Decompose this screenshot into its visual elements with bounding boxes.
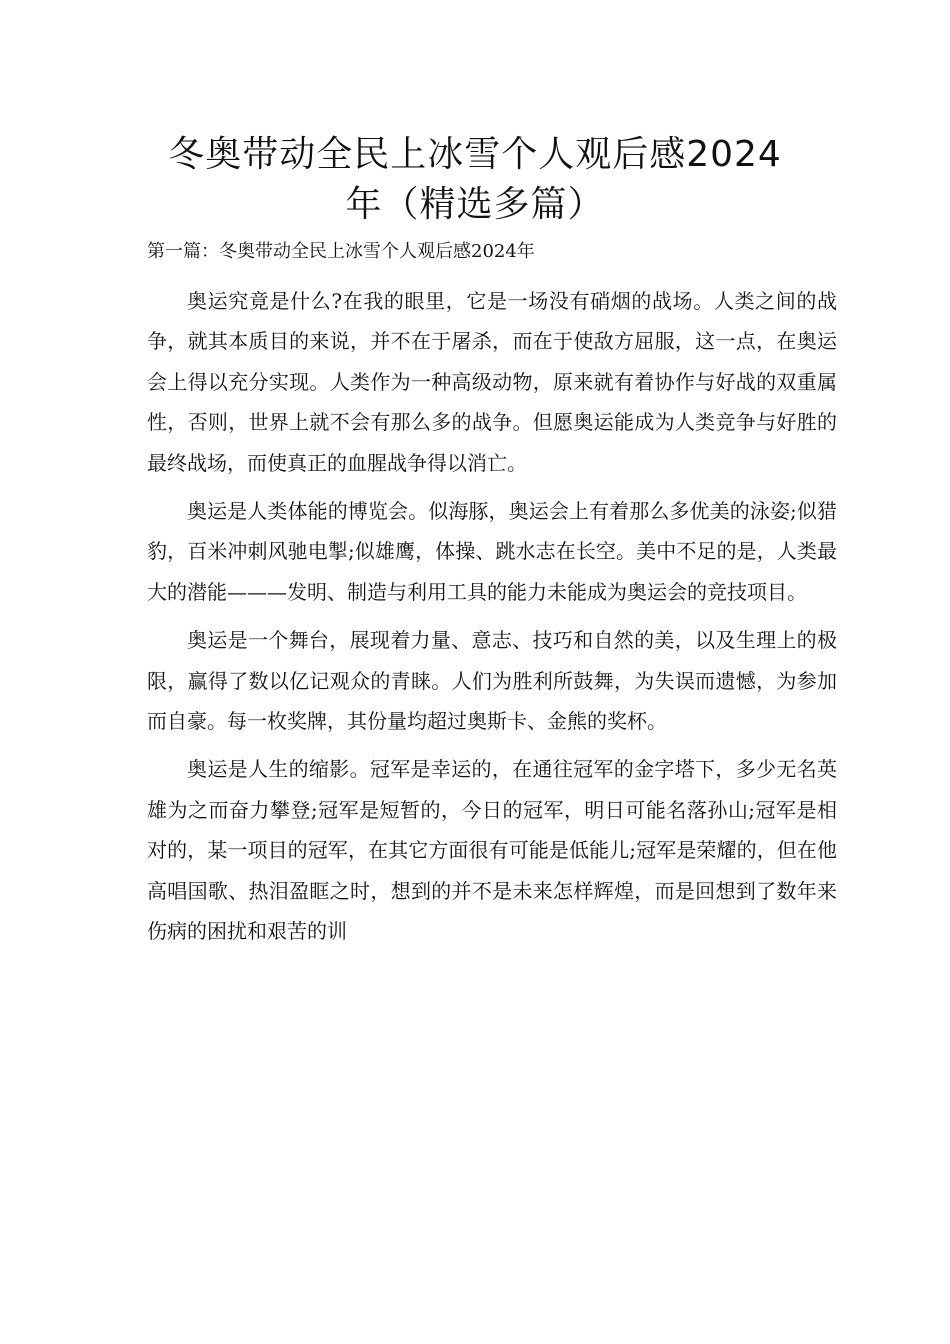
paragraph-4: 奥运是人生的缩影。冠军是幸运的，在通往冠军的金字塔下，多少无名英雄为之而奋力攀登;冠军是短暂的，今日的冠军，明日可能名落孙山;冠军是相对的，某一项目的冠军，在其它方面很有可能是低能儿;冠军是荣耀的，但在他高唱国歌、热泪盈眶之时，想到的并不是未来怎样辉煌，而是回想到了数年来伤病的困扰和艰苦的训	[147, 757, 837, 944]
title-line-1: 冬奥带动全民上冰雪个人观后感2024	[168, 134, 782, 175]
document-title	[120, 130, 830, 230]
title-line-2: 年（精选多篇）	[345, 184, 605, 225]
paragraph-3: 奥运是一个舞台，展现着力量、意志、技巧和自然的美，以及生理上的极限，赢得了数以亿记观众的青睐。人们为胜利所鼓舞，为失误而遗憾，为参加而自豪。每一枚奖牌，其份量均超过奥斯卡、金熊的奖杯。	[147, 628, 837, 734]
section-heading: 第一篇：冬奥带动全民上冰雪个人观后感2024年	[147, 241, 535, 262]
paragraph-2: 奥运是人类体能的博览会。似海豚，奥运会上有着那么多优美的泳姿;似猎豹，百米冲刺风驰电掣;似雄鹰，体操、跳水志在长空。美中不足的是，人类最大的潜能———发明、制造与利用工具的能力未能成为奥运会的竞技项目。	[147, 499, 837, 604]
paragraph-1: 奥运究竟是什么?在我的眼里，它是一场没有硝烟的战场。人类之间的战争，就其本质目的来说，并不在于屠杀，而在于使敌方屈服，这一点，在奥运会上得以充分实现。人类作为一种高级动物，原来就有着协作与好战的双重属性，否则，世界上就不会有那么多的战争。但愿奥运能成为人类竞争与好胜的最终战场，而使真正的血腥战争得以消亡。	[147, 289, 837, 475]
body-text	[147, 281, 837, 960]
